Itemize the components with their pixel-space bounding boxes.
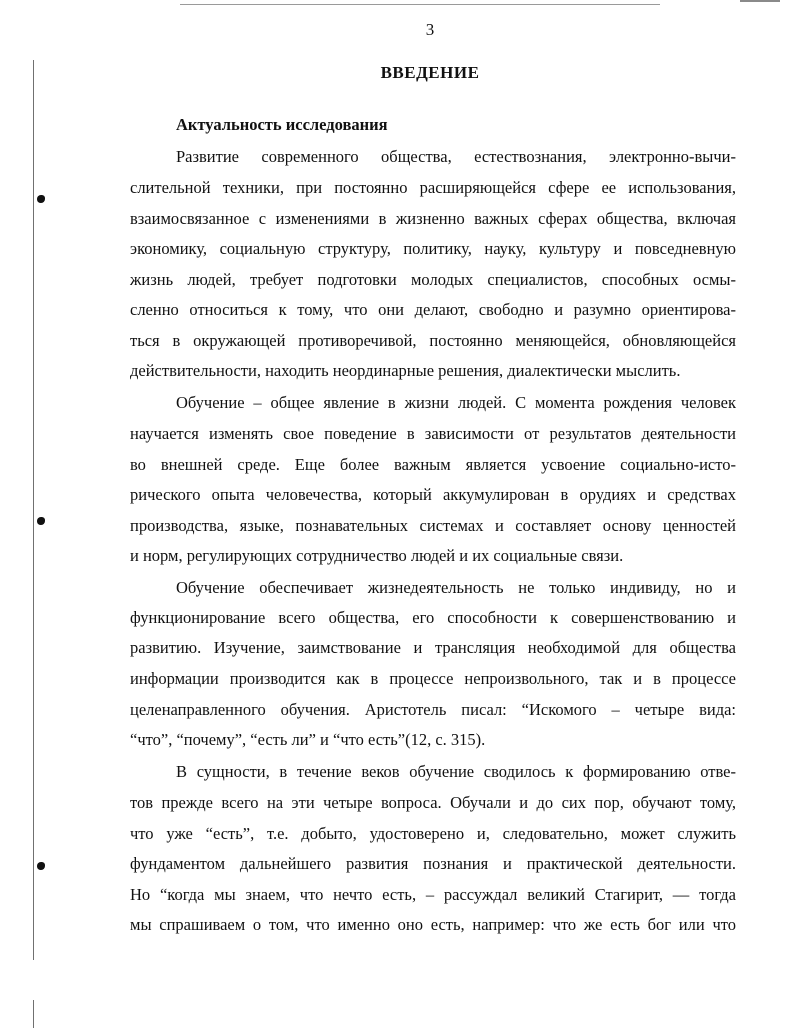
paragraph-1-line: взаимосвязанное с изменениями в жизненно важных сферах общества, включая [130, 209, 736, 228]
page-number: 3 [425, 20, 435, 39]
paragraph-2-line: научается изменять свое поведение в зависимости от результатов деятельности [130, 424, 736, 443]
paragraph-1-line: сленно относиться к тому, что они делают, свободно и разумно ориентирова- [130, 300, 736, 319]
paragraph-1-line: Развитие современного общества, естествознания, электронно-вычи- [176, 147, 736, 166]
paragraph-3-line: Обучение обеспечивает жизнедеятельность не только индивиду, но и [176, 578, 736, 597]
paragraph-4-line: тов прежде всего на эти четыре вопроса. Обучали и до сих пор, обучают тому, [130, 793, 736, 812]
binding-hole-mark [37, 862, 45, 870]
binding-hole-mark [37, 195, 45, 203]
scan-edge-top-right [740, 0, 780, 2]
paragraph-4-line: фундаментом дальнейшего развития познания и практической деятельности. [130, 854, 736, 873]
paragraph-4-line: В сущности, в течение веков обучение сводилось к формированию отве- [176, 762, 736, 781]
binding-hole-mark [37, 517, 45, 525]
paragraph-2-line: и норм, регулирующих сотрудничество людей и их социальные связи. [130, 546, 624, 565]
paragraph-4-line: что уже “есть”, т.е. добыто, удостоверено и, следовательно, может служить [130, 824, 736, 843]
paragraph-3-line: функционирование всего общества, его способности к совершенствованию и [130, 608, 736, 627]
paragraph-4-line: Но “когда мы знаем, что нечто есть, – рассуждал великий Стагирит, — тогда [130, 885, 736, 904]
paragraph-1-line: действительности, находить неординарные решения, диалектически мыслить. [130, 361, 681, 380]
paragraph-1-line: жизнь людей, требует подготовки молодых специалистов, способных осмы- [130, 270, 736, 289]
paragraph-3-line: информации производится как в процессе непроизвольного, так и в процессе [130, 669, 736, 688]
paragraph-2-line: Обучение – общее явление в жизни людей. С момента рождения человек [176, 393, 736, 412]
scan-edge-left [33, 60, 34, 960]
scan-edge-top [180, 4, 660, 5]
paragraph-2-line: во внешней среде. Еще более важным является усвоение социально-исто- [130, 455, 736, 474]
paragraph-1-line: слительной техники, при постоянно расширяющейся сфере ее использования, [130, 178, 736, 197]
paragraph-2-line: производства, языке, познавательных системах и составляет основу ценностей [130, 516, 736, 535]
scan-edge-left-bottom [33, 1000, 34, 1028]
section-subheading: Актуальность исследования [176, 115, 388, 134]
paragraph-1-line: ться в окружающей противоречивой, постоянно меняющейся, обновляющейся [130, 331, 736, 350]
paragraph-1-line: экономику, социальную структуру, политику, науку, культуру и повседневную [130, 239, 736, 258]
paragraph-2-line: рического опыта человечества, который аккумулирован в орудиях и средствах [130, 485, 736, 504]
paragraph-3-line: целенаправленного обучения. Аристотель писал: “Искомого – четыре вида: [130, 700, 736, 719]
paragraph-4-line: мы спрашиваем о том, что именно оно есть, например: что же есть бог или что [130, 915, 736, 934]
paragraph-3-line: развитию. Изучение, заимствование и трансляция необходимой для общества [130, 638, 736, 657]
paragraph-3-line: “что”, “почему”, “есть ли” и “что есть”(12, с. 315). [130, 730, 486, 749]
page-title: ВВЕДЕНИЕ [380, 63, 480, 82]
